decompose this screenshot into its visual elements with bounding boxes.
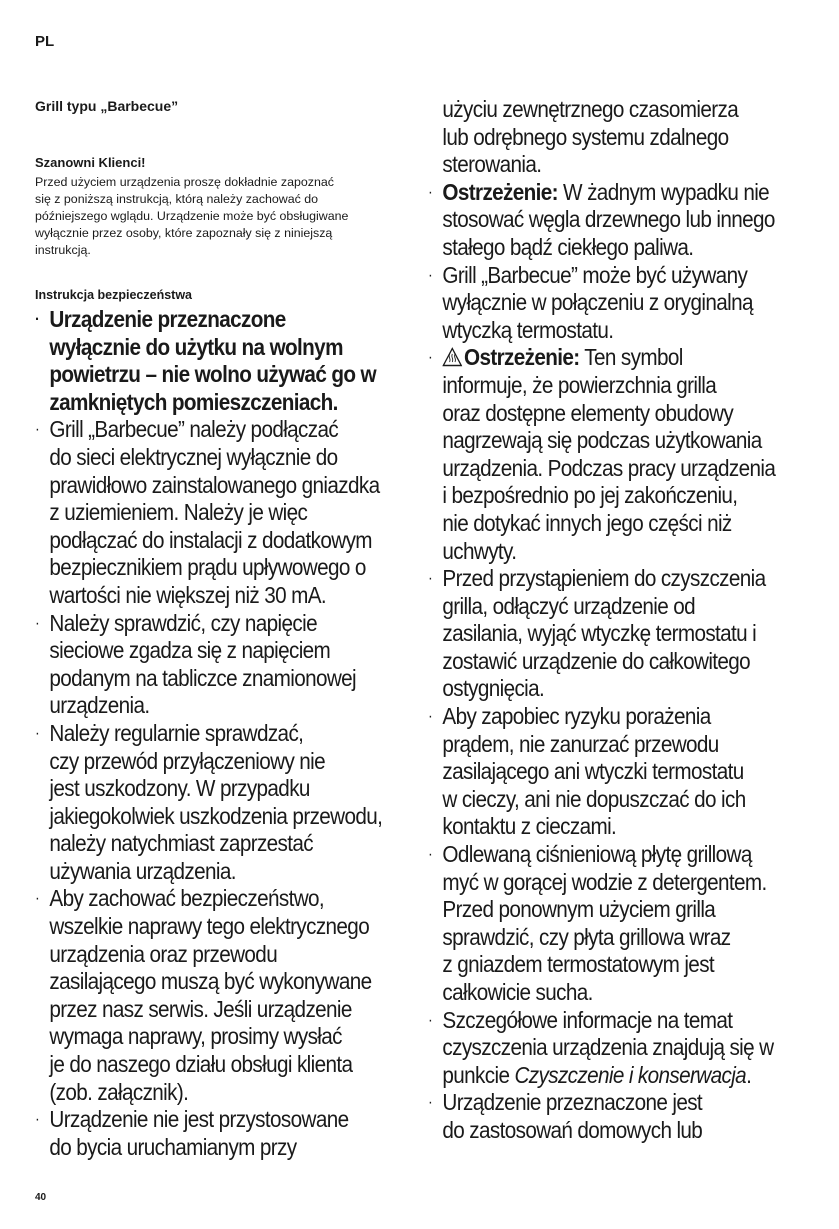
line: zasilania, wyjąć wtyczkę termostatu i — [442, 620, 757, 647]
line: sieciowe zgadza się z napięciem — [49, 637, 331, 664]
intro-paragraph — [35, 174, 395, 259]
bullet: · — [35, 890, 40, 908]
bullet: · — [428, 266, 433, 284]
line-text: . — [746, 1061, 752, 1088]
list-item — [35, 610, 436, 720]
line: oraz dostępne elementy obudowy — [442, 399, 734, 426]
line: czy przewód przyłączeniowy nie — [49, 747, 326, 774]
line: Należy sprawdzić, czy napięcie — [49, 609, 317, 636]
language-code: PL — [35, 33, 55, 50]
line: wtyczką termostatu. — [442, 316, 614, 343]
line: podłączać do instalacji z dodatkowym — [49, 526, 372, 553]
bullet: · — [35, 1111, 40, 1129]
bullet: · — [35, 724, 40, 742]
line-text: punkcie — [442, 1061, 515, 1088]
line: do bycia uruchamianym przy — [49, 1133, 297, 1160]
line: z uziemieniem. Należy je więc — [49, 499, 308, 526]
line: Odlewaną ciśnieniową płytę grillową — [442, 841, 752, 868]
line: zostawić urządzenie do całkowitego — [442, 647, 751, 674]
bullet: · — [35, 421, 40, 439]
line: stałego bądź ciekłego paliwa. — [442, 233, 694, 260]
line: uchwyty. — [442, 537, 517, 564]
line: sprawdzić, czy płyta grillowa wraz — [442, 923, 731, 950]
line: Grill „Barbecue” należy podłączać — [49, 416, 339, 443]
line: bezpiecznikiem prądu upływowego o — [49, 554, 366, 581]
line: grilla, odłączyć urządzenie od — [442, 592, 696, 619]
line: Przed ponownym użyciem grilla — [442, 896, 716, 923]
line: wyłącznie do użytku na wolnym — [49, 333, 343, 360]
section-title: Instrukcja bezpieczeństwa — [35, 288, 193, 302]
line: należy natychmiast zaprzestać — [49, 830, 314, 857]
line: jest uszkodzony. W przypadku — [49, 775, 310, 802]
list-item-warning-hot — [428, 344, 829, 565]
line: ostygnięcia. — [442, 675, 545, 702]
line: w cieczy, ani nie dopuszczać do ich — [442, 785, 746, 812]
line: urządzenia. Podczas pracy urządzenia — [442, 454, 776, 481]
line: Grill „Barbecue” może być używany — [442, 261, 748, 288]
intro-line: instrukcją. — [35, 243, 91, 257]
line: kontaktu z cieczami. — [442, 813, 617, 840]
bullet: · — [428, 183, 433, 201]
line: je do naszego działu obsługi klienta — [49, 1051, 353, 1078]
line: prawidłowo zainstalowanego gniazdka — [49, 471, 380, 498]
line-text: Ten symbol — [579, 344, 683, 371]
bullet: · — [428, 1011, 433, 1029]
line: jakiegokolwiek uszkodzenia przewodu, — [49, 802, 383, 829]
line: użyciu zewnętrznego czasomierza — [442, 96, 739, 122]
line: Aby zachować bezpieczeństwo, — [49, 885, 325, 912]
list-item-warning-fuel — [428, 179, 829, 262]
line: informuje, że powierzchnia grilla — [442, 371, 717, 398]
line — [442, 344, 829, 372]
line: powietrzu – nie wolno używać go w — [49, 361, 376, 388]
section-reference: Czyszczenie i konserwacja — [514, 1061, 747, 1088]
intro-line: późniejszego wglądu. Urządzenie może być obsługiwane — [35, 209, 349, 223]
line: całkowicie sucha. — [442, 979, 593, 1005]
line: i bezpośrednio po jej zakończeniu, — [442, 482, 738, 509]
document-title: Grill typu „Barbecue” — [35, 98, 179, 114]
line: wymaga naprawy, prosimy wysłać — [49, 1023, 342, 1050]
line: do sieci elektrycznej wyłącznie do — [49, 443, 338, 470]
line: Urządzenie przeznaczone jest — [442, 1089, 703, 1116]
bullet: · — [428, 570, 433, 588]
list-item — [35, 416, 436, 609]
line: podanym na tabliczce znamionowej — [49, 664, 357, 691]
bullet: · — [35, 614, 40, 632]
list-item — [35, 1106, 436, 1161]
line: wyłącznie w połączeniu z oryginalną — [442, 289, 753, 316]
bullet: · — [428, 1094, 433, 1112]
line: nagrzewają się podczas użytkowania — [442, 427, 762, 454]
left-column-list — [35, 306, 481, 1161]
line: do zastosowań domowych lub — [442, 1116, 703, 1143]
page-number: 40 — [35, 1192, 47, 1203]
line: Szczegółowe informacje na temat — [442, 1006, 733, 1033]
line: z gniazdem termostatowym jest — [442, 951, 715, 978]
line: urządzenia. — [49, 692, 150, 719]
line: nie dotykać innych jego części niż — [442, 509, 732, 536]
list-item — [428, 565, 829, 703]
line: czyszczenia urządzenia znajdują się w — [442, 1034, 774, 1061]
list-item — [428, 841, 829, 1007]
line: zasilającego muszą być wykonywane — [49, 968, 372, 995]
bullet: · — [428, 846, 433, 864]
intro-line: wyłącznie przez osoby, które zapoznały się z niniejszą — [35, 226, 333, 240]
line: Należy regularnie sprawdzać, — [49, 719, 304, 746]
line: prądem, nie zanurzać przewodu — [442, 730, 719, 757]
greeting: Szanowni Klienci! — [35, 155, 146, 170]
warning-label: Ostrzeżenie: — [442, 178, 558, 205]
line: zasilającego ani wtyczki termostatu — [442, 758, 744, 785]
bullet: · — [428, 708, 433, 726]
line: wszelkie naprawy tego elektrycznego — [49, 913, 370, 940]
right-column-list — [428, 96, 839, 1145]
list-item — [35, 306, 436, 416]
list-item — [428, 262, 829, 345]
intro-line: Przed użyciem urządzenia proszę dokładnie zapoznać — [35, 175, 334, 189]
line: używania urządzenia. — [49, 857, 236, 884]
line: sterowania. — [442, 151, 542, 178]
line — [442, 1062, 829, 1090]
line: zamkniętych pomieszczeniach. — [49, 388, 338, 415]
line: Urządzenie przeznaczone — [49, 306, 286, 332]
line: myć w gorącej wodzie z detergentem. — [442, 868, 767, 895]
line — [442, 179, 829, 207]
intro-line: się z poniższą instrukcją, którą należy zachować do — [35, 192, 319, 206]
line: lub odrębnego systemu zdalnego — [442, 123, 729, 150]
bullet: · — [428, 349, 433, 367]
line: Aby zapobiec ryzyku porażenia — [442, 703, 711, 730]
line: (zob. załącznik). — [49, 1078, 189, 1105]
line: stosować węgla drzewnego lub innego — [442, 206, 775, 233]
list-item — [428, 703, 829, 841]
list-item — [428, 1007, 829, 1090]
list-item-continuation — [428, 96, 829, 179]
warning-label: Ostrzeżenie: — [464, 344, 580, 371]
bullet: · — [35, 311, 40, 328]
line: urządzenia oraz przewodu — [49, 940, 278, 967]
line: przez nasz serwis. Jeśli urządzenie — [49, 995, 352, 1022]
list-item — [35, 720, 436, 886]
line-text: W żadnym wypadku nie — [557, 178, 770, 205]
list-item — [35, 885, 436, 1106]
list-item — [428, 1089, 829, 1144]
line: wartości nie większej niż 30 mA. — [49, 581, 327, 608]
line: Przed przystąpieniem do czyszczenia — [442, 565, 766, 592]
hot-surface-warning-icon — [442, 347, 462, 367]
line: Urządzenie nie jest przystosowane — [49, 1106, 349, 1133]
